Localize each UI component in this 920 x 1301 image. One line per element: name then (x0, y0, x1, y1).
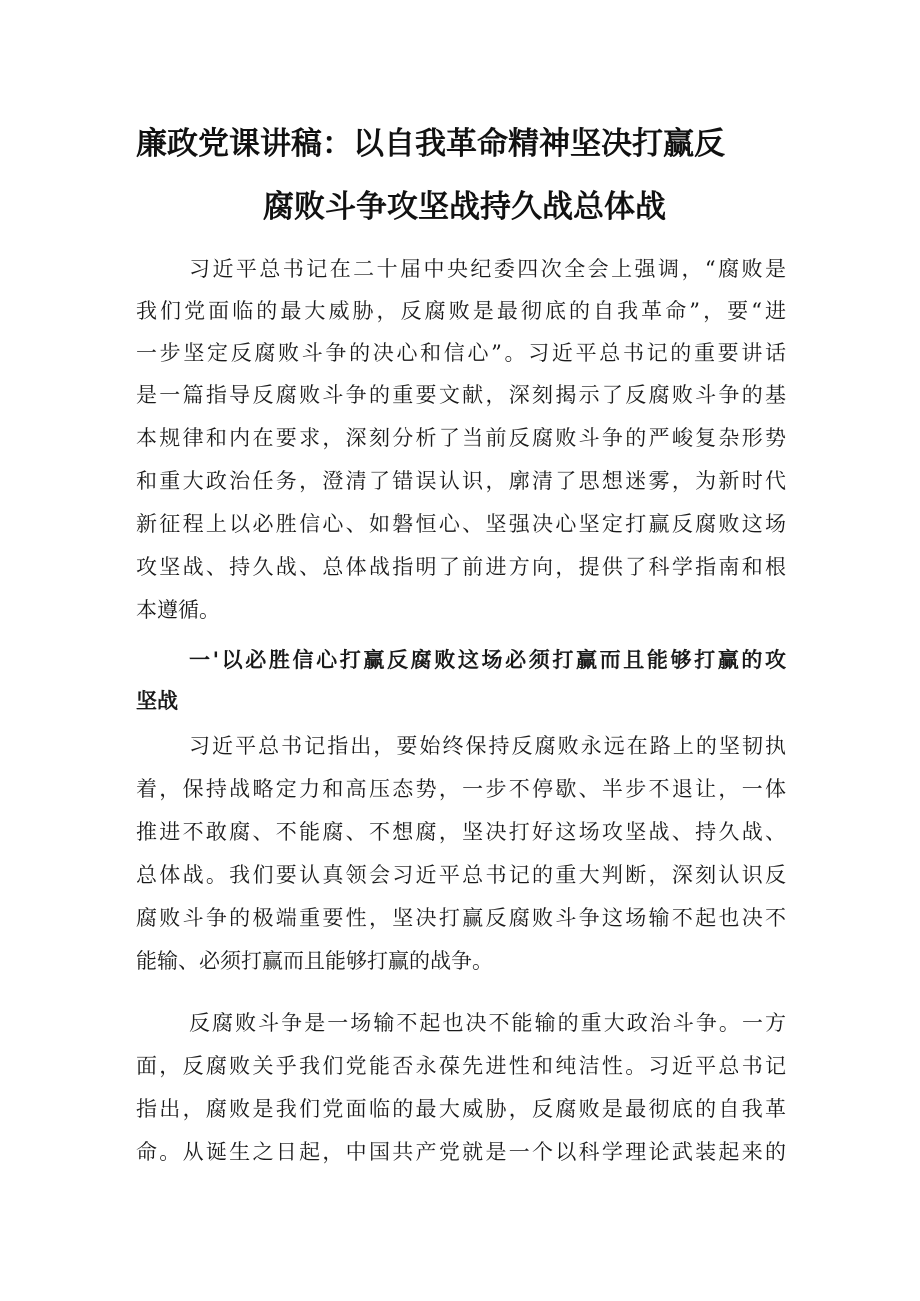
paragraph-line: 总体战。我们要认真领会习近平总书记的重大判断，深刻认识反 (136, 863, 786, 887)
paragraph-line: 是一篇指导反腐败斗争的重要文献，深刻揭示了反腐败斗争的基 (136, 383, 786, 407)
paragraph-line: 我们党面临的最大威胁，反腐败是最彻底的自我革命”，要“进 (136, 299, 786, 323)
paragraph-line: 着，保持战略定力和高压态势，一步不停歇、半步不退让，一体 (136, 777, 786, 801)
paragraph-line: 攻坚战、持久战、总体战指明了前进方向，提供了科学指南和根 (136, 555, 786, 579)
paragraph-line: 命。从诞生之日起，中国共产党就是一个以科学理论武装起来的 (136, 1140, 786, 1164)
paragraph-line: 指出，腐败是我们党面临的最大威胁，反腐败是最彻底的自我革 (136, 1097, 786, 1121)
paragraph-line: 习近平总书记指出，要始终保持反腐败永远在路上的坚韧执 (189, 734, 786, 758)
paragraph-line: 反腐败斗争是一场输不起也决不能输的重大政治斗争。一方 (189, 1011, 786, 1035)
paragraph-line: 新征程上以必胜信心、如磐恒心、坚强决心坚定打赢反腐败这场 (136, 512, 786, 536)
paragraph-line: 推进不敢腐、不能腐、不想腐，坚决打好这场攻坚战、持久战、 (136, 820, 786, 844)
document-title-line-1: 廉政党课讲稿：以自我革命精神坚决打赢反 (136, 126, 725, 162)
section-heading-line: 一'以必胜信心打赢反腐败这场必须打赢而且能够打赢的攻 (189, 648, 786, 672)
paragraph-line: 一步坚定反腐败斗争的决心和信心”。习近平总书记的重要讲话 (136, 341, 786, 365)
paragraph-line: 能输、必须打赢而且能够打赢的战争。 (136, 949, 493, 973)
paragraph-line: 本遵循。 (136, 598, 220, 622)
paragraph-line: 面，反腐败关乎我们党能否永葆先进性和纯洁性。习近平总书记 (136, 1054, 786, 1078)
paragraph-line: 和重大政治任务，澄清了错误认识，廓清了思想迷雾，为新时代 (136, 469, 786, 493)
paragraph-line: 腐败斗争的极端重要性，坚决打赢反腐败斗争这场输不起也决不 (136, 906, 786, 930)
paragraph-line: 习近平总书记在二十届中央纪委四次全会上强调，“腐败是 (189, 257, 786, 281)
section-heading-line: 坚战 (136, 689, 178, 713)
document-title-line-2: 腐败斗争攻坚战持久战总体战 (263, 189, 666, 225)
paragraph-line: 本规律和内在要求，深刻分析了当前反腐败斗争的严峻复杂形势 (136, 426, 786, 450)
